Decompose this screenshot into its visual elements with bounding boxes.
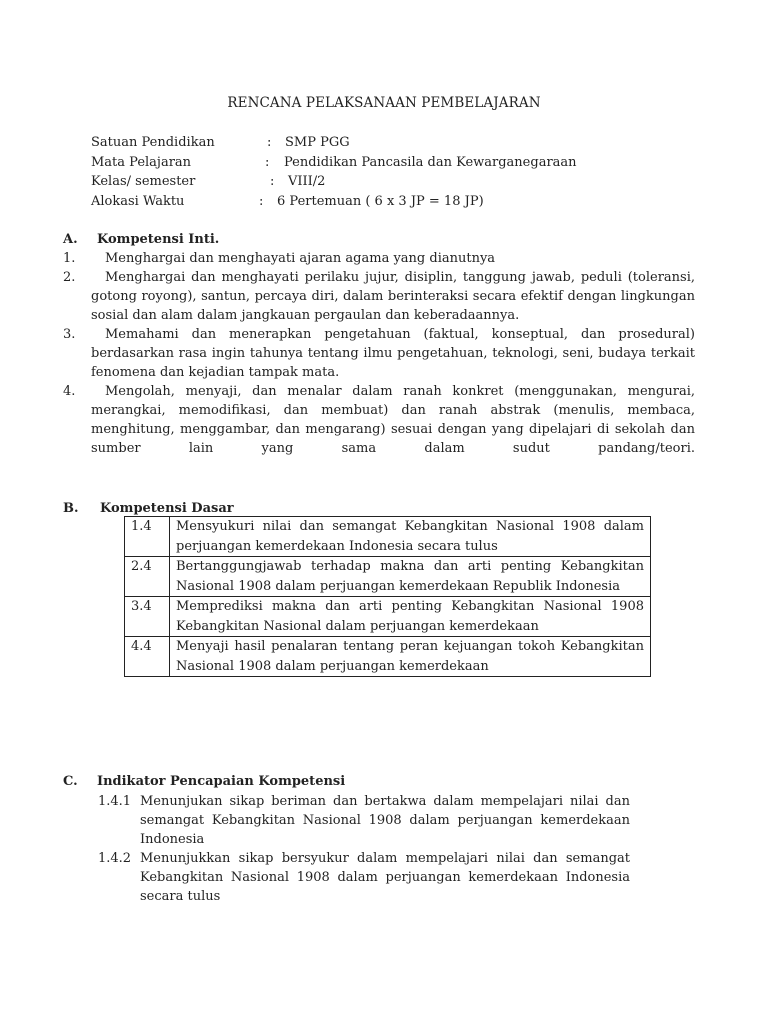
- kd-description: Memprediksi makna dan arti penting Kebangkitan Nasional 1908 Kebangkitan Nasional dalam perjuangan kemerdekaan: [170, 597, 651, 637]
- section-title: Kompetensi Dasar: [100, 501, 234, 516]
- list-text: Memahami dan menerapkan pengetahuan (faktual, konseptual, dan prosedural) berdasarkan rasa ingin tahunya tentang ilmu pengetahuan, teknologi, seni, budaya terkait fenomena dan kejadian tampak mata.: [91, 327, 695, 380]
- section-title: Indikator Pencapaian Kompetensi: [97, 774, 346, 789]
- indikator-code: 1.4.1: [98, 794, 132, 809]
- identity-value: VIII/2: [288, 174, 326, 190]
- section-letter: B.: [63, 501, 79, 516]
- list-item: [63, 382, 695, 458]
- identity-value: SMP PGG: [285, 135, 350, 150]
- kd-code: 1.4: [125, 517, 170, 557]
- identity-label: Kelas/ semester: [91, 174, 196, 190]
- list-number: 1.: [63, 251, 76, 266]
- kd-description: Bertanggungjawab terhadap makna dan arti penting Kebangkitan Nasional 1908 dalam perjuangan kemerdekaan Republik Indonesia: [170, 557, 651, 597]
- table-row: [125, 517, 651, 557]
- identity-value: Pendidikan Pancasila dan Kewarganegaraan: [284, 154, 577, 170]
- list-item: [63, 249, 695, 268]
- kd-description: Menyaji hasil penalaran tentang peran kejuangan tokoh Kebangkitan Nasional 1908 dalam perjuangan kemerdekaan: [170, 637, 651, 677]
- list-text: Menghargai dan menghayati ajaran agama yang dianutnya: [105, 251, 496, 266]
- page-title: RENCANA PELAKSANAAN PEMBELAJARAN: [227, 95, 541, 111]
- indikator-list: [98, 792, 630, 906]
- identity-separator: :: [270, 174, 275, 190]
- identity-label: Satuan Pendidikan: [91, 135, 215, 150]
- list-number: 2.: [63, 270, 76, 285]
- identity-separator: :: [267, 135, 272, 150]
- list-item: [98, 849, 630, 906]
- list-number: 4.: [63, 384, 76, 399]
- kd-code: 3.4: [125, 597, 170, 637]
- section-a-heading: [63, 230, 219, 249]
- indikator-code: 1.4.2: [98, 851, 132, 866]
- table-row: [125, 637, 651, 677]
- identity-value: 6 Pertemuan ( 6 x 3 JP = 18 JP): [277, 193, 484, 209]
- kd-description: Mensyukuri nilai dan semangat Kebangkitan Nasional 1908 dalam perjuangan kemerdekaan Indonesia secara tulus: [170, 517, 651, 557]
- table-row: [125, 597, 651, 637]
- indikator-text: Menunjukan sikap beriman dan bertakwa dalam mempelajari nilai dan semangat Kebangkitan Nasional 1908 dalam perjuangan kemerdekaan Indonesia: [140, 794, 630, 847]
- table-row: [125, 557, 651, 597]
- list-text: Menghargai dan menghayati perilaku jujur, disiplin, tanggung jawab, peduli (toleransi, gotong royong), santun, percaya diri, dalam berinteraksi secara efektif dengan lingkungan sosial dan alam dalam jangkauan pergaulan dan keberadaannya.: [91, 270, 695, 323]
- indikator-text: Menunjukkan sikap bersyukur dalam mempelajari nilai dan semangat Kebangkitan Nasional 1908 dalam perjuangan kemerdekaan Indonesia secara tulus: [140, 851, 630, 904]
- identity-separator: :: [259, 193, 264, 209]
- kd-code: 4.4: [125, 637, 170, 677]
- kompetensi-inti-list: [63, 249, 695, 458]
- section-letter: C.: [63, 774, 78, 789]
- list-text: Mengolah, menyaji, dan menalar dalam ranah konkret (menggunakan, mengurai, merangkai, memodifikasi, dan membuat) dan ranah abstrak (menulis, membaca, menghitung, menggambar, dan mengarang) sesuai dengan yang dipelajari di sekolah dan sumber lain yang sama dalam sudut pandang/teori.: [91, 384, 695, 456]
- list-number: 3.: [63, 327, 76, 342]
- identity-label: Mata Pelajaran: [91, 154, 192, 170]
- kd-code: 2.4: [125, 557, 170, 597]
- section-title: Kompetensi Inti.: [97, 232, 220, 247]
- section-c-heading: [63, 772, 345, 791]
- list-item: [63, 268, 695, 325]
- list-item: [63, 325, 695, 382]
- section-letter: A.: [63, 232, 78, 247]
- kompetensi-dasar-table: [124, 516, 651, 677]
- identity-label: Alokasi Waktu: [91, 193, 185, 209]
- list-item: [98, 792, 630, 849]
- identity-separator: :: [265, 154, 270, 170]
